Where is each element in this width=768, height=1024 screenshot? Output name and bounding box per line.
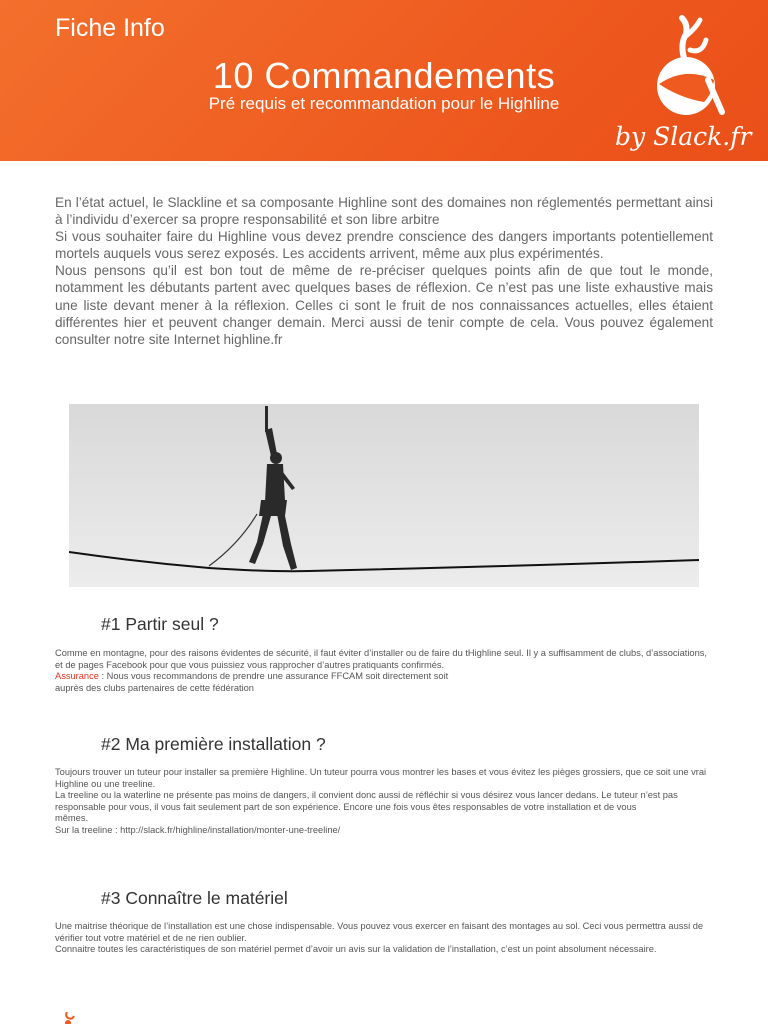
section-body <box>55 648 715 694</box>
intro-paragraph: Nous pensons qu’il est bon tout de même de re-préciser quelques points afin de que tout le monde, notamment les débutants partent avec quelques bases de réflexion. Ce n’est pas une liste exhaustive mais une liste devant mener à la réflexion. Celles ci sont le fruit de nos connaissances actuelles, elles étaient différentes hier et peuvent changer demain. Merci aussi de tenir compte de cela. Vous pouvez également consulter notre site Internet highline.fr <box>55 263 713 347</box>
treeline-link[interactable]: Sur la treeline : http://slack.fr/highline/installation/monter-une-treeline/ <box>55 824 341 835</box>
assurance-text: : Nous vous recommandons de prendre une assurance FFCAM soit directement soit <box>98 671 449 681</box>
section-title: #3 Connaître le matériel <box>101 888 288 908</box>
section-line: Une maitrise théorique de l’installation est une chose indispensable. Vous pouvez vous exercer en faisant des montages au sol. Ceci vous permettra aussi de vérifier tout votre matériel et de ne rien oublier. <box>55 921 704 943</box>
section-body <box>55 767 715 836</box>
section-line: Toujours trouver un tuteur pour installer sa première Highline. Un tuteur pourra vous montrer les bases et vous évitez les pièges grossiers, que ce soit une vrai Highline ou une treeline. <box>55 767 707 789</box>
section-line <box>55 671 715 683</box>
brand-name: by Slack.fr <box>615 122 752 151</box>
intro-paragraph: En l’état actuel, le Slackline et sa composante Highline sont des domaines non réglementés permettant ainsi à l’individu d’exercer sa propre responsabilité et son libre arbitre <box>55 195 713 228</box>
slack-logo-icon <box>650 14 728 116</box>
header-banner <box>0 0 768 161</box>
section-line: Comme en montagne, pour des raisons évidentes de sécurité, il faut éviter d’installer ou de faire du tHighline seul. Il y a suffisamment de clubs, d’associations, et de pages Facebook pour que vous puissiez vous rapprocher d’autres pratiquants confirmés. <box>55 648 707 670</box>
doc-label: Fiche Info <box>55 14 165 42</box>
page-subtitle: Pré requis et recommandation pour le Highline <box>208 94 560 113</box>
page-title: 10 Commandements <box>212 55 556 96</box>
section-line: auprès des clubs partenaires de cette fédération <box>55 682 254 693</box>
intro-text <box>55 194 713 348</box>
section-title: #1 Partir seul ? <box>101 614 219 634</box>
highliner-photo <box>69 404 699 587</box>
section-line: La treeline ou la waterline ne présente pas moins de dangers, il convient donc aussi de réfléchir si vous désirez vous lancer dedans. Le tuteur n’est pas responsable pour vous, il vous fait seulement part de son expérience. Encore une fois vous êtes responsables de votre installation et de vous <box>55 790 678 812</box>
assurance-label: Assurance <box>55 671 99 681</box>
section-line: mêmes. <box>55 813 89 823</box>
section-line: Connaitre toutes les caractéristiques de son matériel permet d’avoir un avis sur la validation de l’installation, c’est un point absolument nécessaire. <box>55 944 657 954</box>
section-title: #2 Ma première installation ? <box>101 734 326 754</box>
footer-logo-icon <box>62 1012 78 1024</box>
section-body <box>55 921 715 956</box>
intro-paragraph: Si vous souhaiter faire du Highline vous devez prendre conscience des dangers importants potentiellement mortels auquels vous serez exposés. Les accidents arrivent, même aux plus expérimentés. <box>55 229 713 262</box>
